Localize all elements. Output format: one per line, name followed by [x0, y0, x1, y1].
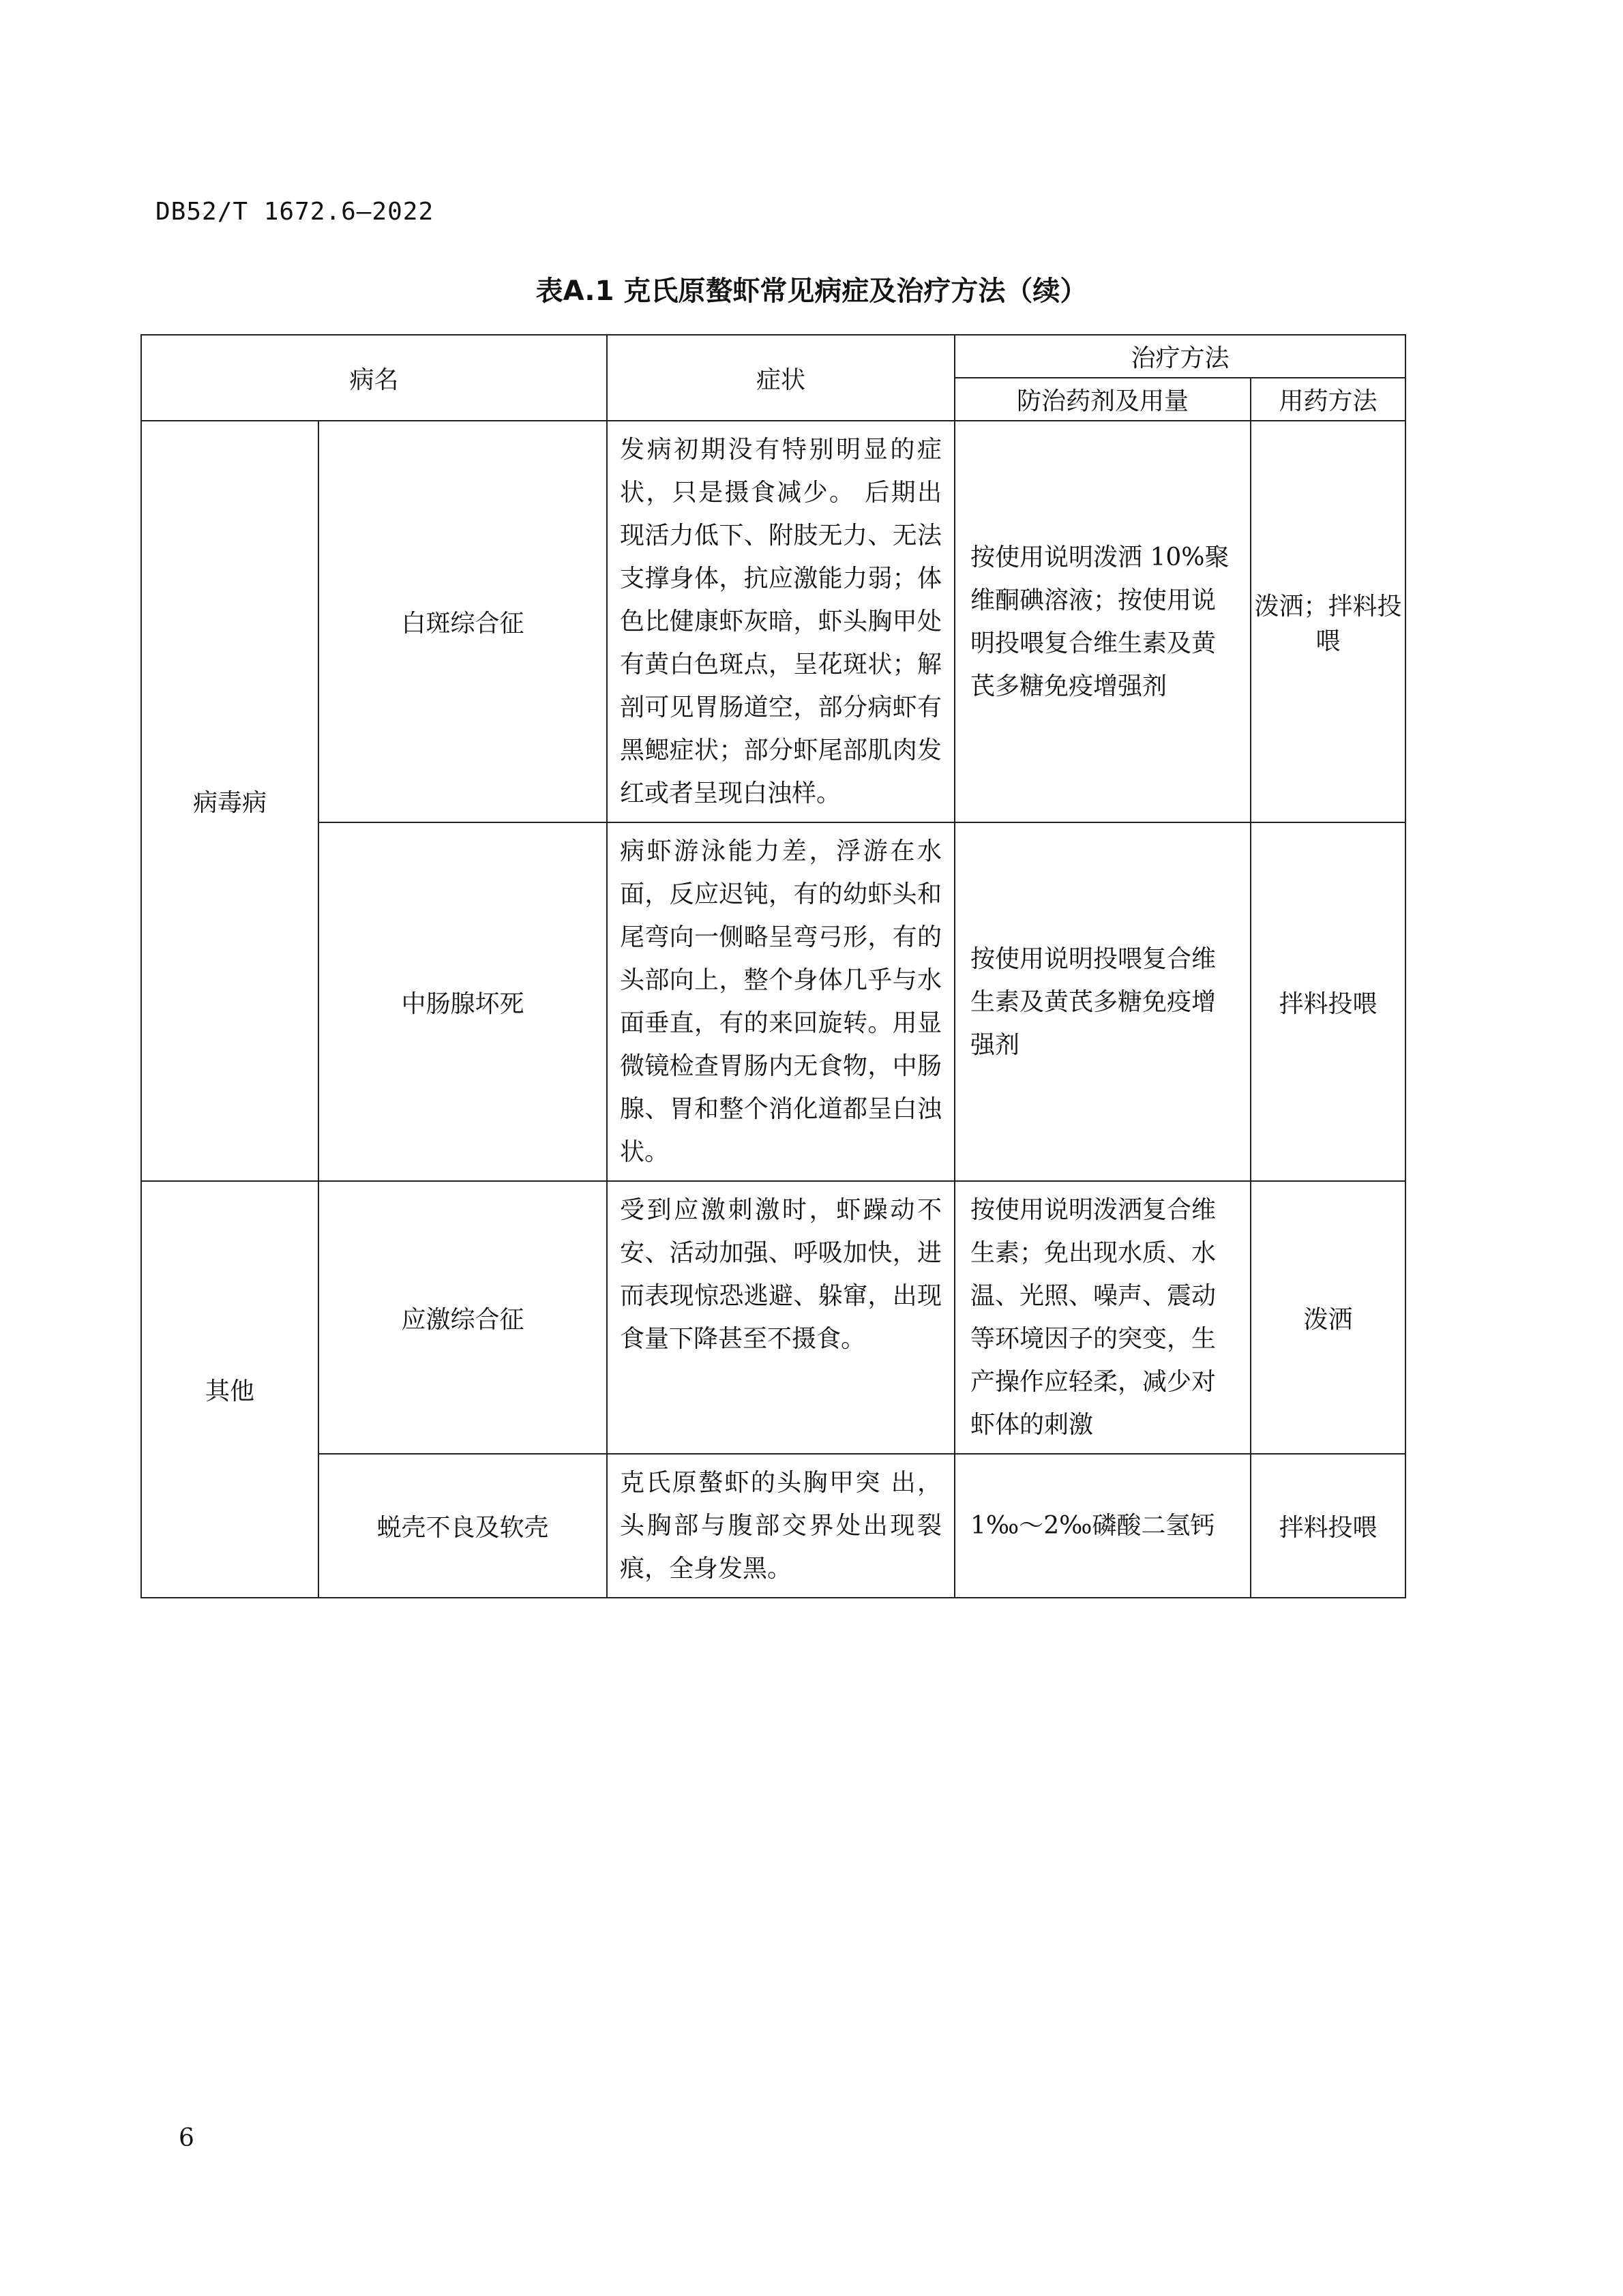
header-drug-dosage: 防治药剂及用量: [955, 378, 1251, 421]
category-cell: 病毒病: [141, 421, 318, 1181]
method-cell: 拌料投喂: [1251, 1454, 1405, 1598]
header-symptom: 症状: [607, 335, 955, 421]
header-disease-name: 病名: [141, 335, 607, 421]
disease-name-cell: 白斑综合征: [318, 421, 607, 822]
header-method: 用药方法: [1251, 378, 1405, 421]
disease-name-cell: 中肠腺坏死: [318, 822, 607, 1181]
disease-name-cell: 蜕壳不良及软壳: [318, 1454, 607, 1598]
drug-cell: 1‰～2‰磷酸二氢钙: [955, 1454, 1251, 1598]
table-row: [141, 1454, 1405, 1598]
drug-cell: 按使用说明投喂复合维生素及黄芪多糖免疫增强剂: [955, 822, 1251, 1181]
drug-cell: 按使用说明泼洒复合维生素；免出现水质、水温、光照、噪声、震动等环境因子的突变，生产操作应轻柔，减少对虾体的刺激: [955, 1181, 1251, 1454]
symptom-cell: 发病初期没有特别明显的症状，只是摄食减少。 后期出现活力低下、附肢无力、无法支撑身体，抗应激能力弱；体色比健康虾灰暗，虾头胸甲处有黄白色斑点，呈花斑状；解剖可见胃肠道空，部分病虾有黑鳃症状；部分虾尾部肌肉发红或者呈现白浊样。: [607, 421, 955, 822]
method-cell: 泼洒；拌料投喂: [1251, 421, 1405, 822]
table-row: [141, 1181, 1405, 1454]
disease-name-cell: 应激综合征: [318, 1181, 607, 1454]
symptom-cell: 病虾游泳能力差，浮游在水面，反应迟钝，有的幼虾头和尾弯向一侧略呈弯弓形，有的头部向上，整个身体几乎与水面垂直，有的来回旋转。用显微镜检查胃肠内无食物，中肠腺、胃和整个消化道都呈白浊状。: [607, 822, 955, 1181]
disease-treatment-table: [140, 334, 1406, 1598]
symptom-cell: 克氏原螯虾的头胸甲突 出，头胸部与腹部交界处出现裂痕，全身发黑。: [607, 1454, 955, 1598]
table-row: [141, 822, 1405, 1181]
drug-cell: 按使用说明泼洒 10%聚维酮碘溶液；按使用说明投喂复合维生素及黄芪多糖免疫增强剂: [955, 421, 1251, 822]
method-cell: 泼洒: [1251, 1181, 1405, 1454]
document-code: DB52/T 1672.6—2022: [155, 198, 434, 226]
page-number: 6: [179, 2124, 194, 2152]
category-cell: 其他: [141, 1181, 318, 1598]
table-row: [141, 421, 1405, 822]
symptom-cell: 受到应激刺激时，虾躁动不安、活动加强、呼吸加快，进而表现惊恐逃避、躲窜，出现食量下降甚至不摄食。: [607, 1181, 955, 1454]
header-treatment: 治疗方法: [955, 335, 1405, 378]
method-cell: 拌料投喂: [1251, 822, 1405, 1181]
table-title: 表A.1 克氏原螯虾常见病症及治疗方法（续）: [535, 275, 1088, 307]
